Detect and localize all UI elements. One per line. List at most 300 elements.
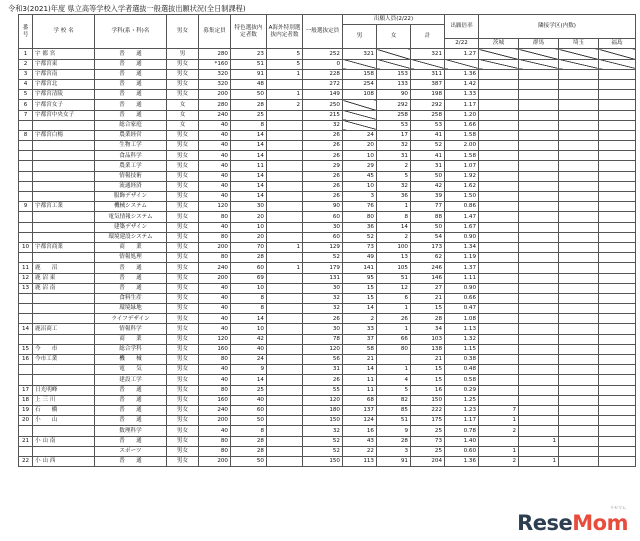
row-ratio: 1.32 bbox=[445, 334, 479, 344]
row-school bbox=[33, 426, 95, 436]
row-special: 14 bbox=[231, 314, 267, 324]
row-capacity: 160 bbox=[199, 344, 231, 354]
row-total: 21 bbox=[411, 293, 445, 303]
row-fukushima bbox=[599, 232, 636, 242]
row-overseas bbox=[267, 141, 303, 151]
row-gender: 男女 bbox=[167, 304, 199, 314]
row-gender: 男女 bbox=[167, 151, 199, 161]
table-row bbox=[19, 130, 636, 140]
row-capacity: 80 bbox=[199, 436, 231, 446]
row-no bbox=[19, 365, 33, 375]
row-total: 15 bbox=[411, 304, 445, 314]
row-general: 26 bbox=[303, 151, 343, 161]
row-no: 1 bbox=[19, 49, 33, 59]
row-special: 28 bbox=[231, 436, 267, 446]
table-row bbox=[19, 79, 636, 89]
row-female: 31 bbox=[377, 151, 411, 161]
row-gender: 男女 bbox=[167, 202, 199, 212]
row-no: 22 bbox=[19, 456, 33, 466]
row-total: 138 bbox=[411, 344, 445, 354]
row-special: 14 bbox=[231, 130, 267, 140]
row-ibaraki bbox=[479, 192, 519, 202]
row-gender: 男女 bbox=[167, 171, 199, 181]
row-male bbox=[343, 120, 377, 130]
row-general: 26 bbox=[303, 314, 343, 324]
row-overseas bbox=[267, 324, 303, 334]
row-saitama bbox=[559, 263, 599, 273]
row-dept: 普 通 bbox=[95, 49, 167, 59]
header-fukushima: 福島 bbox=[599, 39, 636, 49]
row-male: 124 bbox=[343, 416, 377, 426]
row-ratio: 0.78 bbox=[445, 426, 479, 436]
row-saitama bbox=[559, 375, 599, 385]
row-ibaraki bbox=[479, 385, 519, 395]
row-ibaraki bbox=[479, 161, 519, 171]
row-fukushima bbox=[599, 49, 636, 59]
row-ratio: 0.90 bbox=[445, 283, 479, 293]
row-male: 37 bbox=[343, 334, 377, 344]
row-school bbox=[33, 171, 95, 181]
row-total: 41 bbox=[411, 130, 445, 140]
row-ibaraki bbox=[479, 130, 519, 140]
row-saitama bbox=[559, 120, 599, 130]
row-overseas bbox=[267, 405, 303, 415]
table-row bbox=[19, 49, 636, 59]
row-capacity: 80 bbox=[199, 253, 231, 263]
row-ratio: 1.23 bbox=[445, 405, 479, 415]
row-dept: 普 通 bbox=[95, 273, 167, 283]
row-female: 1 bbox=[377, 304, 411, 314]
header-dept: 学科(系・科)名 bbox=[95, 15, 167, 49]
row-dept: 普 通 bbox=[95, 100, 167, 110]
row-capacity: 40 bbox=[199, 375, 231, 385]
row-ibaraki bbox=[479, 171, 519, 181]
row-gender: 男女 bbox=[167, 344, 199, 354]
row-no: 8 bbox=[19, 130, 33, 140]
row-saitama bbox=[559, 283, 599, 293]
row-dept: 総合家庭 bbox=[95, 120, 167, 130]
table-row bbox=[19, 324, 636, 334]
row-ratio: 1.37 bbox=[445, 263, 479, 273]
row-capacity: 200 bbox=[199, 416, 231, 426]
row-overseas bbox=[267, 365, 303, 375]
row-dept: 普 通 bbox=[95, 110, 167, 120]
row-male: 113 bbox=[343, 456, 377, 466]
row-capacity: 240 bbox=[199, 110, 231, 120]
row-special: 40 bbox=[231, 395, 267, 405]
row-gender: 男女 bbox=[167, 283, 199, 293]
row-saitama bbox=[559, 436, 599, 446]
table-row bbox=[19, 171, 636, 181]
row-total: 41 bbox=[411, 151, 445, 161]
row-general: 252 bbox=[303, 49, 343, 59]
row-general: 215 bbox=[303, 110, 343, 120]
row-dept: 情報技術 bbox=[95, 171, 167, 181]
row-special: 69 bbox=[231, 273, 267, 283]
row-school: 鹿 沼 南 bbox=[33, 283, 95, 293]
row-fukushima bbox=[599, 334, 636, 344]
row-ibaraki bbox=[479, 69, 519, 79]
row-gunma bbox=[519, 344, 559, 354]
row-fukushima bbox=[599, 151, 636, 161]
row-gender: 男女 bbox=[167, 263, 199, 273]
row-male: 80 bbox=[343, 212, 377, 222]
row-overseas bbox=[267, 456, 303, 466]
table-row bbox=[19, 416, 636, 426]
row-overseas bbox=[267, 120, 303, 130]
row-fukushima bbox=[599, 395, 636, 405]
row-female bbox=[377, 355, 411, 365]
row-ibaraki bbox=[479, 79, 519, 89]
row-school: 宇都宮商業 bbox=[33, 242, 95, 252]
row-ratio: 1.92 bbox=[445, 171, 479, 181]
row-capacity: 240 bbox=[199, 405, 231, 415]
row-capacity: 40 bbox=[199, 293, 231, 303]
row-male: 14 bbox=[343, 365, 377, 375]
row-saitama bbox=[559, 334, 599, 344]
row-capacity: 40 bbox=[199, 130, 231, 140]
row-gunma bbox=[519, 181, 559, 191]
row-ibaraki: 1 bbox=[479, 416, 519, 426]
row-no bbox=[19, 304, 33, 314]
row-overseas bbox=[267, 79, 303, 89]
row-female: 36 bbox=[377, 192, 411, 202]
row-school bbox=[33, 232, 95, 242]
row-ibaraki bbox=[479, 304, 519, 314]
row-ratio: 1.13 bbox=[445, 324, 479, 334]
row-school: 小 山 南 bbox=[33, 436, 95, 446]
row-school bbox=[33, 314, 95, 324]
row-ibaraki bbox=[479, 49, 519, 59]
row-total: 387 bbox=[411, 79, 445, 89]
row-gunma bbox=[519, 171, 559, 181]
row-special: 91 bbox=[231, 69, 267, 79]
row-ibaraki bbox=[479, 314, 519, 324]
row-no bbox=[19, 426, 33, 436]
row-fukushima bbox=[599, 222, 636, 232]
row-fukushima bbox=[599, 283, 636, 293]
row-male: 158 bbox=[343, 69, 377, 79]
row-gender: 女 bbox=[167, 110, 199, 120]
row-overseas: 2 bbox=[267, 100, 303, 110]
row-gender: 男 bbox=[167, 49, 199, 59]
row-gunma bbox=[519, 385, 559, 395]
row-dept: 情報処理 bbox=[95, 253, 167, 263]
row-male: 45 bbox=[343, 171, 377, 181]
row-total: 146 bbox=[411, 273, 445, 283]
row-saitama bbox=[559, 355, 599, 365]
row-ratio: 1.25 bbox=[445, 395, 479, 405]
row-female: 80 bbox=[377, 344, 411, 354]
table-row bbox=[19, 375, 636, 385]
header-special: 特色選抜内定者数 bbox=[231, 15, 267, 49]
row-general: 26 bbox=[303, 181, 343, 191]
row-capacity: 40 bbox=[199, 314, 231, 324]
row-female: 53 bbox=[377, 120, 411, 130]
row-ibaraki bbox=[479, 222, 519, 232]
row-special: 60 bbox=[231, 263, 267, 273]
row-capacity: 40 bbox=[199, 151, 231, 161]
row-male: 137 bbox=[343, 405, 377, 415]
row-special: 48 bbox=[231, 79, 267, 89]
row-male: 95 bbox=[343, 273, 377, 283]
row-general: 180 bbox=[303, 405, 343, 415]
row-gunma bbox=[519, 304, 559, 314]
row-gender: 男女 bbox=[167, 314, 199, 324]
row-capacity: 200 bbox=[199, 242, 231, 252]
row-fukushima bbox=[599, 120, 636, 130]
row-ibaraki bbox=[479, 395, 519, 405]
header-ratio-date: 2/22 bbox=[445, 39, 479, 49]
row-dept: 農業工学 bbox=[95, 161, 167, 171]
row-dept: 電気情報システム bbox=[95, 212, 167, 222]
row-dept: 電 気 bbox=[95, 365, 167, 375]
row-male: 21 bbox=[343, 355, 377, 365]
row-female: 51 bbox=[377, 273, 411, 283]
row-dept: 食品科学 bbox=[95, 151, 167, 161]
row-female: 51 bbox=[377, 416, 411, 426]
row-overseas bbox=[267, 171, 303, 181]
row-capacity: 40 bbox=[199, 283, 231, 293]
table-row bbox=[19, 314, 636, 324]
table-row bbox=[19, 69, 636, 79]
row-male: 73 bbox=[343, 242, 377, 252]
row-saitama bbox=[559, 426, 599, 436]
row-general: 26 bbox=[303, 192, 343, 202]
row-general: 26 bbox=[303, 375, 343, 385]
row-ratio: 1.07 bbox=[445, 161, 479, 171]
row-school: 鹿 沼 bbox=[33, 263, 95, 273]
row-female: 28 bbox=[377, 436, 411, 446]
row-ratio: 1.40 bbox=[445, 436, 479, 446]
row-no: 15 bbox=[19, 344, 33, 354]
row-male: 36 bbox=[343, 222, 377, 232]
row-no bbox=[19, 181, 33, 191]
row-capacity: 40 bbox=[199, 365, 231, 375]
row-school: 鹿沼商工 bbox=[33, 324, 95, 334]
row-capacity: 40 bbox=[199, 181, 231, 191]
row-male bbox=[343, 110, 377, 120]
row-gunma bbox=[519, 426, 559, 436]
row-ratio: 1.20 bbox=[445, 110, 479, 120]
row-female: 2 bbox=[377, 161, 411, 171]
row-total: 77 bbox=[411, 202, 445, 212]
row-saitama bbox=[559, 232, 599, 242]
row-gunma bbox=[519, 222, 559, 232]
row-saitama bbox=[559, 141, 599, 151]
row-special: 40 bbox=[231, 344, 267, 354]
row-dept: 総合学科 bbox=[95, 344, 167, 354]
row-fukushima bbox=[599, 304, 636, 314]
row-overseas bbox=[267, 283, 303, 293]
row-overseas: 1 bbox=[267, 69, 303, 79]
row-school: 宇都宮東 bbox=[33, 59, 95, 69]
row-special: 28 bbox=[231, 100, 267, 110]
row-special: 60 bbox=[231, 405, 267, 415]
row-gender: 男女 bbox=[167, 69, 199, 79]
row-school bbox=[33, 446, 95, 456]
row-dept: 商 業 bbox=[95, 242, 167, 252]
row-male: 15 bbox=[343, 283, 377, 293]
row-ratio bbox=[445, 59, 479, 69]
row-total: 103 bbox=[411, 334, 445, 344]
row-male: 141 bbox=[343, 263, 377, 273]
row-capacity: 40 bbox=[199, 171, 231, 181]
row-ratio: 1.08 bbox=[445, 314, 479, 324]
row-saitama bbox=[559, 416, 599, 426]
row-overseas bbox=[267, 293, 303, 303]
row-female: 91 bbox=[377, 456, 411, 466]
row-dept: 普 通 bbox=[95, 456, 167, 466]
row-ibaraki bbox=[479, 120, 519, 130]
row-gender: 男女 bbox=[167, 324, 199, 334]
row-general: 32 bbox=[303, 293, 343, 303]
row-saitama bbox=[559, 212, 599, 222]
row-fukushima bbox=[599, 324, 636, 334]
row-no: 3 bbox=[19, 69, 33, 79]
table-row bbox=[19, 355, 636, 365]
row-gender: 男女 bbox=[167, 253, 199, 263]
row-ratio: 1.67 bbox=[445, 222, 479, 232]
row-ibaraki bbox=[479, 151, 519, 161]
header-ratio: 出願倍率 bbox=[445, 15, 479, 39]
row-gunma bbox=[519, 232, 559, 242]
row-gunma bbox=[519, 355, 559, 365]
row-special: 50 bbox=[231, 90, 267, 100]
row-total: 50 bbox=[411, 171, 445, 181]
row-school bbox=[33, 141, 95, 151]
row-female: 153 bbox=[377, 69, 411, 79]
row-ratio: 0.60 bbox=[445, 446, 479, 456]
row-gender: 男女 bbox=[167, 446, 199, 456]
row-school: 宇都宮中央女子 bbox=[33, 110, 95, 120]
row-general: 32 bbox=[303, 426, 343, 436]
row-dept: 建築デザイン bbox=[95, 222, 167, 232]
row-no: 7 bbox=[19, 110, 33, 120]
row-gunma bbox=[519, 120, 559, 130]
row-total: 50 bbox=[411, 222, 445, 232]
row-fukushima bbox=[599, 344, 636, 354]
row-ibaraki bbox=[479, 212, 519, 222]
row-ratio: 1.19 bbox=[445, 253, 479, 263]
row-ratio: 1.66 bbox=[445, 120, 479, 130]
row-ratio: 1.15 bbox=[445, 344, 479, 354]
row-dept: 普 通 bbox=[95, 385, 167, 395]
row-general: 149 bbox=[303, 90, 343, 100]
row-capacity: 40 bbox=[199, 426, 231, 436]
row-school bbox=[33, 365, 95, 375]
row-special: 25 bbox=[231, 110, 267, 120]
row-female: 258 bbox=[377, 110, 411, 120]
row-male bbox=[343, 100, 377, 110]
row-no: 16 bbox=[19, 355, 33, 365]
row-ibaraki bbox=[479, 334, 519, 344]
row-dept: 普 通 bbox=[95, 79, 167, 89]
row-special: 10 bbox=[231, 324, 267, 334]
row-male: 33 bbox=[343, 324, 377, 334]
row-male: 108 bbox=[343, 90, 377, 100]
row-fukushima bbox=[599, 426, 636, 436]
row-ibaraki bbox=[479, 90, 519, 100]
table-row bbox=[19, 446, 636, 456]
row-capacity: 200 bbox=[199, 90, 231, 100]
row-male: 58 bbox=[343, 344, 377, 354]
row-saitama bbox=[559, 273, 599, 283]
row-male: 29 bbox=[343, 161, 377, 171]
row-no: 12 bbox=[19, 273, 33, 283]
row-ibaraki bbox=[479, 293, 519, 303]
applications-table-wrapper bbox=[18, 14, 625, 467]
row-school: 日光明峰 bbox=[33, 385, 95, 395]
row-general: 150 bbox=[303, 456, 343, 466]
row-female: 32 bbox=[377, 181, 411, 191]
row-no: 21 bbox=[19, 436, 33, 446]
row-female: 3 bbox=[377, 446, 411, 456]
row-female: 5 bbox=[377, 385, 411, 395]
table-row bbox=[19, 232, 636, 242]
row-female: 133 bbox=[377, 79, 411, 89]
row-female: 5 bbox=[377, 171, 411, 181]
row-saitama bbox=[559, 242, 599, 252]
row-saitama bbox=[559, 110, 599, 120]
row-male: 68 bbox=[343, 395, 377, 405]
row-ibaraki bbox=[479, 100, 519, 110]
row-total: 321 bbox=[411, 49, 445, 59]
table-row bbox=[19, 120, 636, 130]
row-general: 52 bbox=[303, 253, 343, 263]
row-saitama bbox=[559, 130, 599, 140]
row-fukushima bbox=[599, 263, 636, 273]
row-female: 9 bbox=[377, 426, 411, 436]
row-male: 22 bbox=[343, 446, 377, 456]
row-fukushima bbox=[599, 456, 636, 466]
row-male: 2 bbox=[343, 314, 377, 324]
row-special: 14 bbox=[231, 151, 267, 161]
row-no: 2 bbox=[19, 59, 33, 69]
row-male: 321 bbox=[343, 49, 377, 59]
row-fukushima bbox=[599, 436, 636, 446]
row-dept: スポーツ bbox=[95, 446, 167, 456]
row-saitama bbox=[559, 79, 599, 89]
row-gunma bbox=[519, 273, 559, 283]
row-ratio: 0.47 bbox=[445, 304, 479, 314]
row-capacity: 40 bbox=[199, 141, 231, 151]
row-ibaraki bbox=[479, 375, 519, 385]
table-row bbox=[19, 344, 636, 354]
row-male: 10 bbox=[343, 151, 377, 161]
row-school bbox=[33, 192, 95, 202]
row-overseas bbox=[267, 222, 303, 232]
row-dept: 建設工学 bbox=[95, 375, 167, 385]
row-general: 129 bbox=[303, 242, 343, 252]
table-row bbox=[19, 273, 636, 283]
row-capacity: 40 bbox=[199, 304, 231, 314]
row-gunma bbox=[519, 375, 559, 385]
row-gender: 男女 bbox=[167, 355, 199, 365]
row-saitama bbox=[559, 456, 599, 466]
row-school: 鹿 沼 東 bbox=[33, 273, 95, 283]
table-row bbox=[19, 405, 636, 415]
row-dept: 普 通 bbox=[95, 263, 167, 273]
row-special: 28 bbox=[231, 253, 267, 263]
row-ibaraki bbox=[479, 59, 519, 69]
row-fukushima bbox=[599, 375, 636, 385]
row-general: 32 bbox=[303, 120, 343, 130]
row-male: 11 bbox=[343, 375, 377, 385]
row-school: 宇 都 宮 bbox=[33, 49, 95, 59]
row-general: 26 bbox=[303, 141, 343, 151]
row-gender: 男女 bbox=[167, 293, 199, 303]
